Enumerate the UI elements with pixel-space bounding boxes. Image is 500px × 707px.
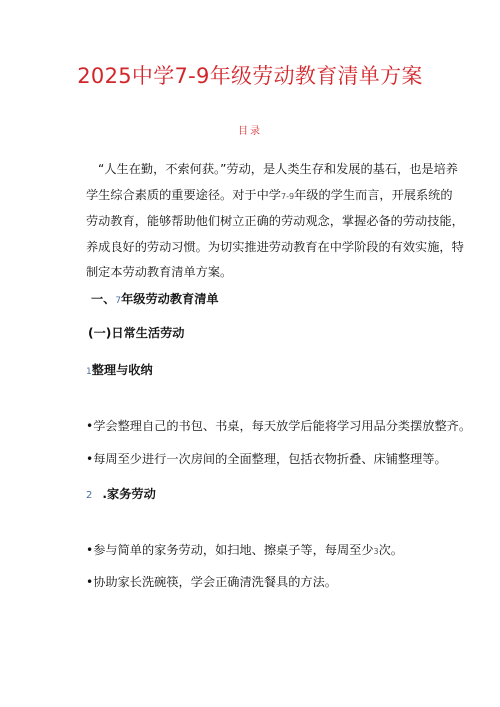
bullet-text-end: 次。 <box>378 543 403 557</box>
section-heading-1 <box>91 290 219 307</box>
item-number: 1 <box>86 367 92 377</box>
bullet-item: •学会整理自己的书包、书桌，每天放学后能将学习用品分类摆放整齐。 <box>86 419 472 433</box>
intro-grade-range: 7-9 <box>281 191 295 201</box>
subsection-heading: (一)日常生活劳动 <box>88 326 185 340</box>
bullet-text: •参与简单的家务劳动，如扫地、擦桌子等，每周至少 <box>86 543 374 557</box>
item-number: 2 <box>86 490 93 501</box>
page-title: 2025中学7-9年级劳动教育清单方案 <box>77 64 423 88</box>
item-heading-housework <box>86 485 156 502</box>
section-grade-number: 7 <box>115 296 122 306</box>
bullet-text: •协助家长洗碗筷，学会正确清洗餐具的方法。 <box>86 575 337 589</box>
bullet-count: 3 <box>373 547 379 556</box>
intro-rest: 年级的学生而言，开展系统的劳动教育，能够帮助他们树立正确的劳动观念，掌握必备的劳动技能，养成良好的劳动习惯。为切实推进劳动教育在中学阶段的有效实施，特制定本劳动教育清单方案。 <box>86 187 464 279</box>
intro-paragraph <box>86 157 464 286</box>
bullet-item: •每周至少进行一次房间的全面整理，包括衣物折叠、床铺整理等。 <box>86 452 447 466</box>
bullet-item <box>86 573 337 590</box>
section-prefix: 一、 <box>91 292 116 306</box>
item-heading-text: .家务劳动 <box>102 487 156 501</box>
section-heading-text: 年级劳动教育清单 <box>121 292 219 306</box>
toc-label: 目录 <box>238 126 262 137</box>
item-heading-organize <box>86 361 153 378</box>
bullet-item <box>86 541 403 558</box>
intro-quote: “人生在勤，不索何获。”劳动，是人类生存和发展的基石，也是培养学生综合素质的重要途径。对于中学 <box>86 162 458 202</box>
item-heading-text: 整理与收纳 <box>91 363 153 377</box>
